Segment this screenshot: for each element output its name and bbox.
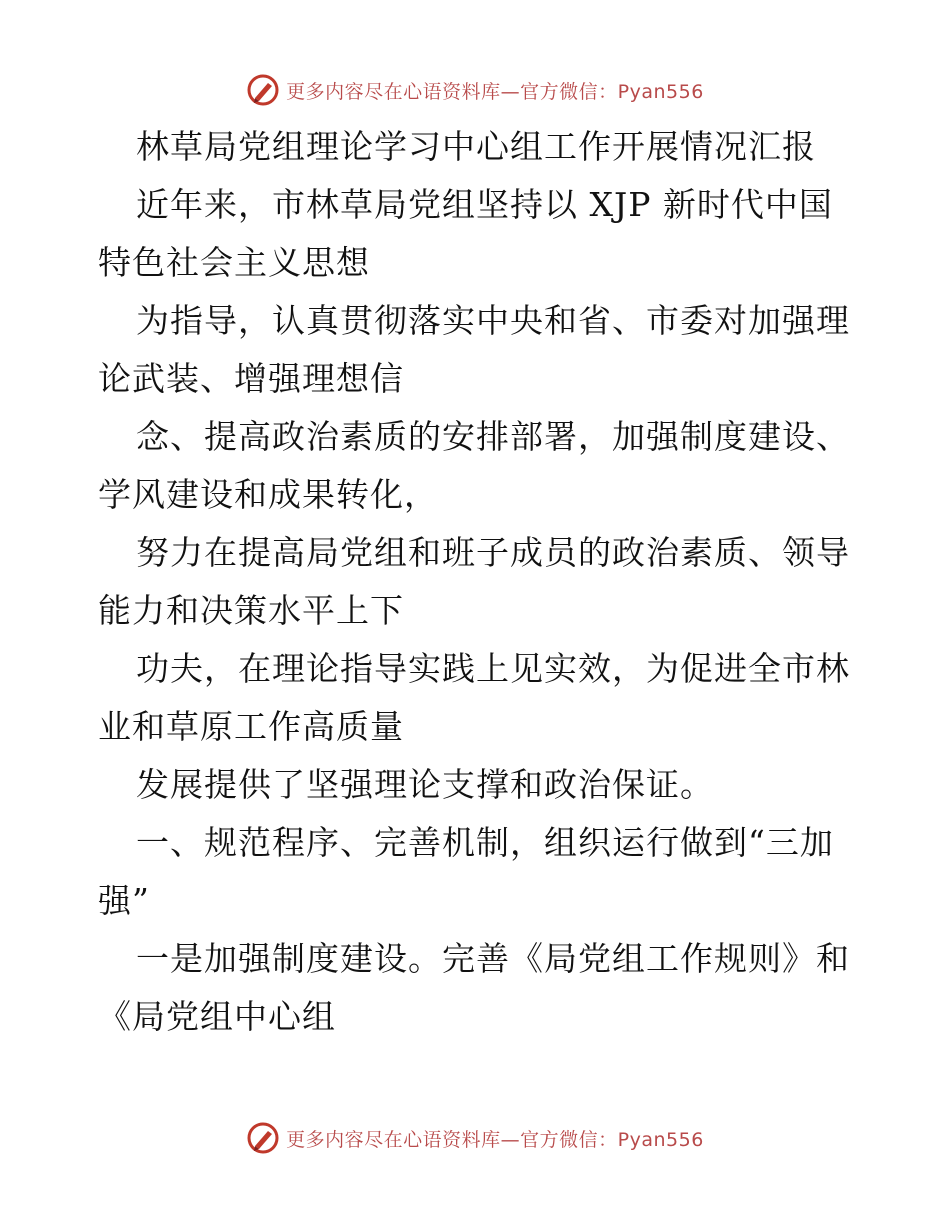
document-line: 发展提供了坚强理论支撑和政治保证。 (136, 765, 714, 804)
document-line: 为指导，认真贯彻落实中央和省、市委对加强理 (136, 301, 850, 340)
document-line: 能力和决策水平上下 (98, 591, 404, 630)
document-line: 《局党组中心组 (98, 997, 336, 1036)
document-line: 业和草原工作高质量 (98, 707, 404, 746)
document-line: 近年来，市林草局党组坚持以 XJP 新时代中国 (136, 185, 833, 224)
header-watermark-banner (0, 70, 950, 110)
pen-nib-logo-icon (246, 1121, 280, 1155)
pen-nib-logo-icon (246, 73, 280, 107)
document-line: 努力在提高局党组和班子成员的政治素质、领导 (136, 533, 850, 572)
document-line: 学风建设和成果转化， (98, 475, 438, 514)
document-line: 一、规范程序、完善机制，组织运行做到“三加 (136, 823, 834, 862)
header-banner-text: 更多内容尽在心语资料库—官方微信：Pyan556 (286, 80, 704, 103)
document-line: 林草局党组理论学习中心组工作开展情况汇报 (136, 127, 816, 166)
document-body (98, 118, 858, 1046)
footer-banner-text: 更多内容尽在心语资料库—官方微信：Pyan556 (286, 1128, 704, 1151)
document-line: 一是加强制度建设。完善《局党组工作规则》和 (136, 939, 850, 978)
document-line: 特色社会主义思想 (98, 243, 370, 282)
footer-watermark-banner (0, 1118, 950, 1158)
document-line: 论武装、增强理想信 (98, 359, 404, 398)
document-line: 念、提高政治素质的安排部署，加强制度建设、 (136, 417, 850, 456)
document-line: 功夫，在理论指导实践上见实效，为促进全市林 (136, 649, 850, 688)
document-line: 强” (98, 881, 150, 920)
